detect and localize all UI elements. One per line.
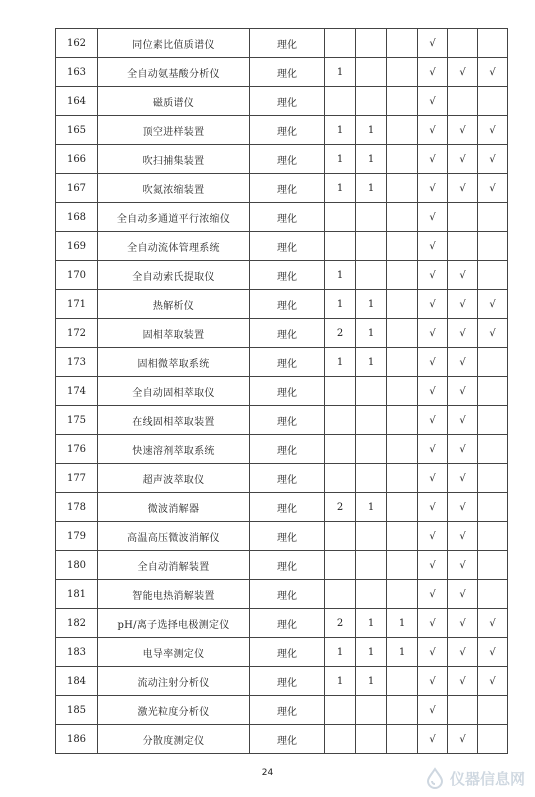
- cell-c3: [387, 348, 418, 377]
- cell-c6: [478, 261, 508, 290]
- cell-c6: [478, 551, 508, 580]
- table-row: [56, 725, 508, 754]
- cell-no: 163: [56, 58, 98, 87]
- cell-c2: [356, 696, 387, 725]
- cell-c2: 1: [356, 174, 387, 203]
- table-row: [56, 348, 508, 377]
- cell-c4: √: [418, 377, 448, 406]
- cell-c5: √: [448, 58, 478, 87]
- cell-c2: 1: [356, 493, 387, 522]
- cell-name: 吹氮浓缩装置: [98, 174, 250, 203]
- table-row: [56, 319, 508, 348]
- cell-c6: √: [478, 145, 508, 174]
- cell-c2: [356, 725, 387, 754]
- cell-c6: [478, 377, 508, 406]
- table-row: [56, 203, 508, 232]
- cell-c1: 1: [325, 145, 356, 174]
- cell-cat: 理化: [250, 522, 325, 551]
- cell-no: 181: [56, 580, 98, 609]
- cell-c1: [325, 580, 356, 609]
- cell-c5: √: [448, 348, 478, 377]
- cell-c2: [356, 377, 387, 406]
- page-number: 24: [261, 768, 274, 778]
- cell-no: 164: [56, 87, 98, 116]
- cell-c6: √: [478, 638, 508, 667]
- cell-c2: 1: [356, 145, 387, 174]
- cell-c3: [387, 667, 418, 696]
- cell-c3: [387, 87, 418, 116]
- cell-c1: 1: [325, 174, 356, 203]
- cell-name: 超声波萃取仪: [98, 464, 250, 493]
- cell-no: 185: [56, 696, 98, 725]
- cell-cat: 理化: [250, 725, 325, 754]
- cell-c2: [356, 261, 387, 290]
- cell-c5: [448, 232, 478, 261]
- cell-c6: [478, 464, 508, 493]
- cell-c3: [387, 580, 418, 609]
- cell-cat: 理化: [250, 203, 325, 232]
- cell-name: 同位素比值质谱仪: [98, 29, 250, 58]
- cell-name: 微波消解器: [98, 493, 250, 522]
- cell-c1: [325, 435, 356, 464]
- table-row: [56, 551, 508, 580]
- cell-c6: √: [478, 609, 508, 638]
- cell-c2: 1: [356, 609, 387, 638]
- cell-c4: √: [418, 522, 448, 551]
- cell-c5: √: [448, 493, 478, 522]
- table-row: [56, 232, 508, 261]
- cell-cat: 理化: [250, 435, 325, 464]
- cell-no: 183: [56, 638, 98, 667]
- cell-c4: √: [418, 116, 448, 145]
- cell-c1: [325, 725, 356, 754]
- cell-no: 175: [56, 406, 98, 435]
- cell-cat: 理化: [250, 667, 325, 696]
- cell-c5: √: [448, 580, 478, 609]
- cell-c4: √: [418, 551, 448, 580]
- cell-cat: 理化: [250, 116, 325, 145]
- cell-c5: [448, 87, 478, 116]
- cell-cat: 理化: [250, 348, 325, 377]
- cell-c3: [387, 522, 418, 551]
- cell-c5: √: [448, 609, 478, 638]
- cell-c1: 1: [325, 348, 356, 377]
- cell-name: 流动注射分析仪: [98, 667, 250, 696]
- cell-c1: 1: [325, 261, 356, 290]
- cell-c6: √: [478, 116, 508, 145]
- cell-no: 162: [56, 29, 98, 58]
- cell-c3: [387, 290, 418, 319]
- cell-c4: √: [418, 290, 448, 319]
- cell-c6: [478, 493, 508, 522]
- table-row: [56, 377, 508, 406]
- cell-cat: 理化: [250, 290, 325, 319]
- cell-no: 165: [56, 116, 98, 145]
- table-row: [56, 145, 508, 174]
- cell-no: 182: [56, 609, 98, 638]
- cell-cat: 理化: [250, 696, 325, 725]
- table-row: [56, 87, 508, 116]
- cell-no: 179: [56, 522, 98, 551]
- cell-no: 176: [56, 435, 98, 464]
- cell-c2: [356, 58, 387, 87]
- cell-c2: [356, 464, 387, 493]
- cell-c1: [325, 29, 356, 58]
- cell-c3: [387, 464, 418, 493]
- cell-c5: √: [448, 174, 478, 203]
- cell-name: 顶空进样装置: [98, 116, 250, 145]
- cell-c2: 1: [356, 638, 387, 667]
- cell-c2: [356, 551, 387, 580]
- cell-c6: √: [478, 319, 508, 348]
- cell-c5: √: [448, 116, 478, 145]
- cell-no: 184: [56, 667, 98, 696]
- cell-c4: √: [418, 232, 448, 261]
- cell-c1: 2: [325, 609, 356, 638]
- table-row: [56, 290, 508, 319]
- cell-no: 177: [56, 464, 98, 493]
- cell-c3: [387, 174, 418, 203]
- cell-c2: [356, 232, 387, 261]
- cell-no: 180: [56, 551, 98, 580]
- cell-c5: √: [448, 319, 478, 348]
- cell-c5: √: [448, 406, 478, 435]
- table-row: [56, 580, 508, 609]
- cell-cat: 理化: [250, 464, 325, 493]
- cell-name: 激光粒度分析仪: [98, 696, 250, 725]
- cell-cat: 理化: [250, 609, 325, 638]
- cell-c4: √: [418, 464, 448, 493]
- cell-no: 167: [56, 174, 98, 203]
- cell-c5: √: [448, 435, 478, 464]
- cell-c6: [478, 203, 508, 232]
- cell-no: 186: [56, 725, 98, 754]
- cell-no: 170: [56, 261, 98, 290]
- cell-c6: √: [478, 174, 508, 203]
- table-row: [56, 58, 508, 87]
- cell-c3: 1: [387, 638, 418, 667]
- cell-c5: √: [448, 667, 478, 696]
- cell-c6: [478, 696, 508, 725]
- cell-c3: [387, 493, 418, 522]
- cell-c2: [356, 435, 387, 464]
- cell-c4: √: [418, 493, 448, 522]
- cell-c4: √: [418, 29, 448, 58]
- cell-cat: 理化: [250, 406, 325, 435]
- cell-cat: 理化: [250, 145, 325, 174]
- cell-c4: √: [418, 174, 448, 203]
- cell-c6: √: [478, 667, 508, 696]
- cell-c5: √: [448, 551, 478, 580]
- cell-c5: √: [448, 522, 478, 551]
- cell-name: 固相萃取装置: [98, 319, 250, 348]
- cell-name: 电导率测定仪: [98, 638, 250, 667]
- cell-c1: 1: [325, 290, 356, 319]
- cell-cat: 理化: [250, 87, 325, 116]
- table-row: [56, 522, 508, 551]
- cell-c2: 1: [356, 348, 387, 377]
- cell-c6: [478, 29, 508, 58]
- cell-c4: √: [418, 725, 448, 754]
- cell-no: 178: [56, 493, 98, 522]
- cell-c3: [387, 406, 418, 435]
- cell-c2: 1: [356, 290, 387, 319]
- cell-c4: √: [418, 319, 448, 348]
- cell-c4: √: [418, 87, 448, 116]
- table-row: [56, 29, 508, 58]
- cell-cat: 理化: [250, 261, 325, 290]
- cell-c1: [325, 203, 356, 232]
- cell-c2: [356, 522, 387, 551]
- cell-c1: 1: [325, 638, 356, 667]
- cell-c3: [387, 145, 418, 174]
- cell-name: 磁质谱仪: [98, 87, 250, 116]
- cell-no: 171: [56, 290, 98, 319]
- cell-c5: [448, 696, 478, 725]
- cell-c3: [387, 232, 418, 261]
- cell-cat: 理化: [250, 493, 325, 522]
- cell-c6: [478, 87, 508, 116]
- cell-c4: √: [418, 406, 448, 435]
- cell-c4: √: [418, 667, 448, 696]
- cell-cat: 理化: [250, 232, 325, 261]
- cell-no: 166: [56, 145, 98, 174]
- cell-c6: [478, 580, 508, 609]
- cell-c4: √: [418, 203, 448, 232]
- cell-c3: [387, 319, 418, 348]
- cell-c3: [387, 203, 418, 232]
- cell-c6: [478, 232, 508, 261]
- cell-c2: 1: [356, 667, 387, 696]
- cell-c2: [356, 203, 387, 232]
- cell-cat: 理化: [250, 174, 325, 203]
- cell-c3: [387, 58, 418, 87]
- cell-c3: [387, 116, 418, 145]
- cell-c3: [387, 377, 418, 406]
- cell-c3: [387, 435, 418, 464]
- cell-c3: [387, 725, 418, 754]
- cell-no: 173: [56, 348, 98, 377]
- table-row: [56, 406, 508, 435]
- cell-c6: [478, 435, 508, 464]
- table-row: [56, 696, 508, 725]
- cell-c5: √: [448, 377, 478, 406]
- cell-c4: √: [418, 58, 448, 87]
- cell-name: 全自动氨基酸分析仪: [98, 58, 250, 87]
- cell-c5: [448, 29, 478, 58]
- cell-c5: √: [448, 290, 478, 319]
- cell-c1: 1: [325, 116, 356, 145]
- cell-c1: [325, 464, 356, 493]
- table-row: [56, 261, 508, 290]
- cell-c1: 1: [325, 667, 356, 696]
- table-row: [56, 174, 508, 203]
- cell-c1: [325, 232, 356, 261]
- cell-cat: 理化: [250, 377, 325, 406]
- cell-name: 智能电热消解装置: [98, 580, 250, 609]
- cell-c1: 1: [325, 58, 356, 87]
- cell-c1: [325, 522, 356, 551]
- cell-c6: [478, 522, 508, 551]
- cell-cat: 理化: [250, 580, 325, 609]
- watermark-text: 仪器信息网: [449, 769, 525, 788]
- cell-c1: [325, 406, 356, 435]
- cell-cat: 理化: [250, 638, 325, 667]
- cell-c4: √: [418, 638, 448, 667]
- cell-name: 热解析仪: [98, 290, 250, 319]
- cell-no: 174: [56, 377, 98, 406]
- cell-c4: √: [418, 580, 448, 609]
- cell-cat: 理化: [250, 58, 325, 87]
- cell-c5: √: [448, 725, 478, 754]
- cell-c6: √: [478, 290, 508, 319]
- cell-name: 吹扫捕集装置: [98, 145, 250, 174]
- cell-no: 168: [56, 203, 98, 232]
- watermark: [424, 767, 525, 789]
- cell-name: 全自动流体管理系统: [98, 232, 250, 261]
- cell-c4: √: [418, 435, 448, 464]
- cell-c2: [356, 580, 387, 609]
- cell-c5: √: [448, 638, 478, 667]
- cell-name: pH/离子选择电极测定仪: [98, 609, 250, 638]
- table-row: [56, 464, 508, 493]
- cell-name: 高温高压微波消解仪: [98, 522, 250, 551]
- cell-name: 全自动固相萃取仪: [98, 377, 250, 406]
- table-row: [56, 667, 508, 696]
- cell-name: 分散度测定仪: [98, 725, 250, 754]
- cell-name: 固相微萃取系统: [98, 348, 250, 377]
- table-row: [56, 493, 508, 522]
- table-row: [56, 435, 508, 464]
- table-row: [56, 609, 508, 638]
- cell-c3: 1: [387, 609, 418, 638]
- cell-no: 169: [56, 232, 98, 261]
- cell-c4: √: [418, 261, 448, 290]
- cell-cat: 理化: [250, 319, 325, 348]
- cell-c6: [478, 725, 508, 754]
- cell-c4: √: [418, 145, 448, 174]
- cell-name: 全自动索氏提取仪: [98, 261, 250, 290]
- cell-c1: [325, 377, 356, 406]
- cell-c3: [387, 551, 418, 580]
- cell-cat: 理化: [250, 29, 325, 58]
- cell-c2: 1: [356, 116, 387, 145]
- table-row: [56, 638, 508, 667]
- cell-no: 172: [56, 319, 98, 348]
- cell-c3: [387, 696, 418, 725]
- cell-name: 在线固相萃取装置: [98, 406, 250, 435]
- cell-name: 全自动消解装置: [98, 551, 250, 580]
- cell-c1: [325, 87, 356, 116]
- cell-c1: [325, 696, 356, 725]
- cell-c2: [356, 406, 387, 435]
- cell-c5: [448, 203, 478, 232]
- cell-c2: [356, 87, 387, 116]
- cell-c2: 1: [356, 319, 387, 348]
- cell-c3: [387, 29, 418, 58]
- droplet-logo-icon: [424, 767, 446, 789]
- cell-c2: [356, 29, 387, 58]
- cell-c6: [478, 406, 508, 435]
- table-row: [56, 116, 508, 145]
- cell-c6: [478, 348, 508, 377]
- cell-cat: 理化: [250, 551, 325, 580]
- cell-name: 快速溶剂萃取系统: [98, 435, 250, 464]
- cell-c6: √: [478, 58, 508, 87]
- cell-c1: 2: [325, 493, 356, 522]
- cell-c5: √: [448, 261, 478, 290]
- equipment-table: [55, 28, 508, 754]
- cell-c1: [325, 551, 356, 580]
- cell-c5: √: [448, 464, 478, 493]
- cell-name: 全自动多通道平行浓缩仪: [98, 203, 250, 232]
- cell-c1: 2: [325, 319, 356, 348]
- cell-c4: √: [418, 696, 448, 725]
- cell-c3: [387, 261, 418, 290]
- cell-c4: √: [418, 609, 448, 638]
- cell-c5: √: [448, 145, 478, 174]
- cell-c4: √: [418, 348, 448, 377]
